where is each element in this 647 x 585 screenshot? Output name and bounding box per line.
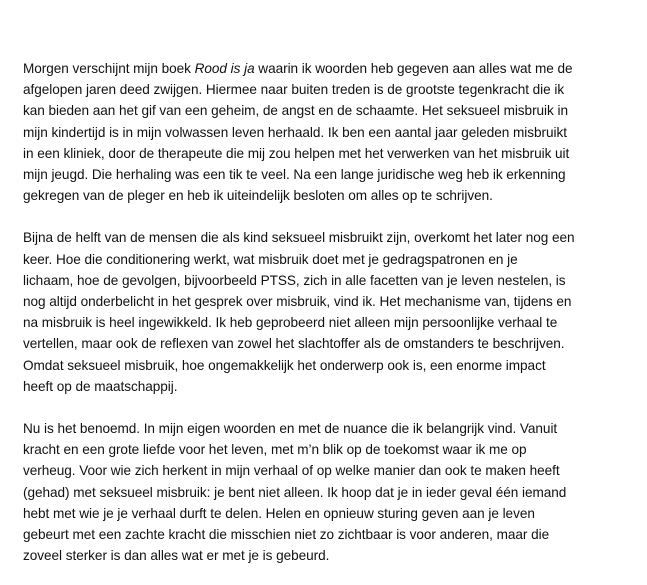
text-line: verheug. Voor wie zich herkent in mijn verhaal of op welke manier dan ook te maken heeft <box>23 463 560 479</box>
book-title: Rood is ja <box>194 61 255 76</box>
text-line: lichaam, hoe de gevolgen, bijvoorbeeld PTSS, zich in alle facetten van je leven nestelen, is <box>23 272 566 288</box>
text-line: keer. Hoe die conditionering werkt, wat misbruik doet met je gedragspatronen en je <box>23 251 518 267</box>
document-body <box>23 58 629 566</box>
text-line: kan bieden aan het gif van een geheim, de angst en de schaamte. Het seksueel misbruik in <box>23 103 568 119</box>
text-run: waarin ik woorden heb gegeven aan alles wat me de <box>254 61 573 76</box>
text-line: kracht en een grote liefde voor het leven, met m’n blik op de toekomst waar ik me op <box>23 442 527 458</box>
text-line: hebt met wie je je verhaal durft te delen. Helen en opnieuw sturing geven aan je leven <box>23 505 535 521</box>
text-line: (gehad) met seksueel misbruik: je bent niet alleen. Ik hoop dat je in ieder geval één iemand <box>23 484 567 500</box>
text-line: in een kliniek, door de therapeute die mij zou helpen met het verwerken van het misbruik uit <box>23 145 570 161</box>
text-line: heeft op de maatschappij. <box>23 378 178 394</box>
text-line: Nu is het benoemd. In mijn eigen woorden en met de nuance die ik belangrijk vind. Vanuit <box>23 421 558 437</box>
text-line: zoveel sterker is dan alles wat er met je is gebeurd. <box>23 548 330 564</box>
text-line: nog altijd onderbelicht in het gesprek over misbruik, vind ik. Het mechanisme van, tijdens en <box>23 294 572 310</box>
text-line: afgelopen jaren deed zwijgen. Hiermee naar buiten treden is de grootste tegenkracht die ik <box>23 82 565 98</box>
text-line: mijn jeugd. Die herhaling was een tik te veel. Na een lange juridische weg heb ik erkenning <box>23 167 566 183</box>
text-line <box>23 58 629 79</box>
text-line: gekregen van de pleger en heb ik uiteindelijk besloten om alles op te schrijven. <box>23 188 493 204</box>
text-line: gebeurt met een zachte kracht die misschien niet zo zichtbaar is voor anderen, maar die <box>23 527 550 543</box>
text-line: na misbruik is heel ingewikkeld. Ik heb geprobeerd niet alleen mijn persoonlijke verhaal te <box>23 315 558 331</box>
text-line: Omdat seksueel misbruik, hoe ongemakkelijk het onderwerp ook is, een enorme impact <box>23 357 546 373</box>
text-run: Morgen verschijnt mijn boek <box>23 61 195 76</box>
text-line: vertellen, maar ook de reflexen van zowel het slachtoffer als de omstanders te beschrijven. <box>23 336 565 352</box>
paragraph-closing <box>23 418 629 566</box>
paragraph-intro <box>23 58 629 206</box>
text-line: Bijna de helft van de mensen die als kind seksueel misbruikt zijn, overkomt het later nog een <box>23 230 575 246</box>
text-line: mijn kindertijd is in mijn volwassen leven herhaald. Ik ben een aantal jaar geleden misbruikt <box>23 124 567 140</box>
paragraph-context <box>23 227 629 397</box>
